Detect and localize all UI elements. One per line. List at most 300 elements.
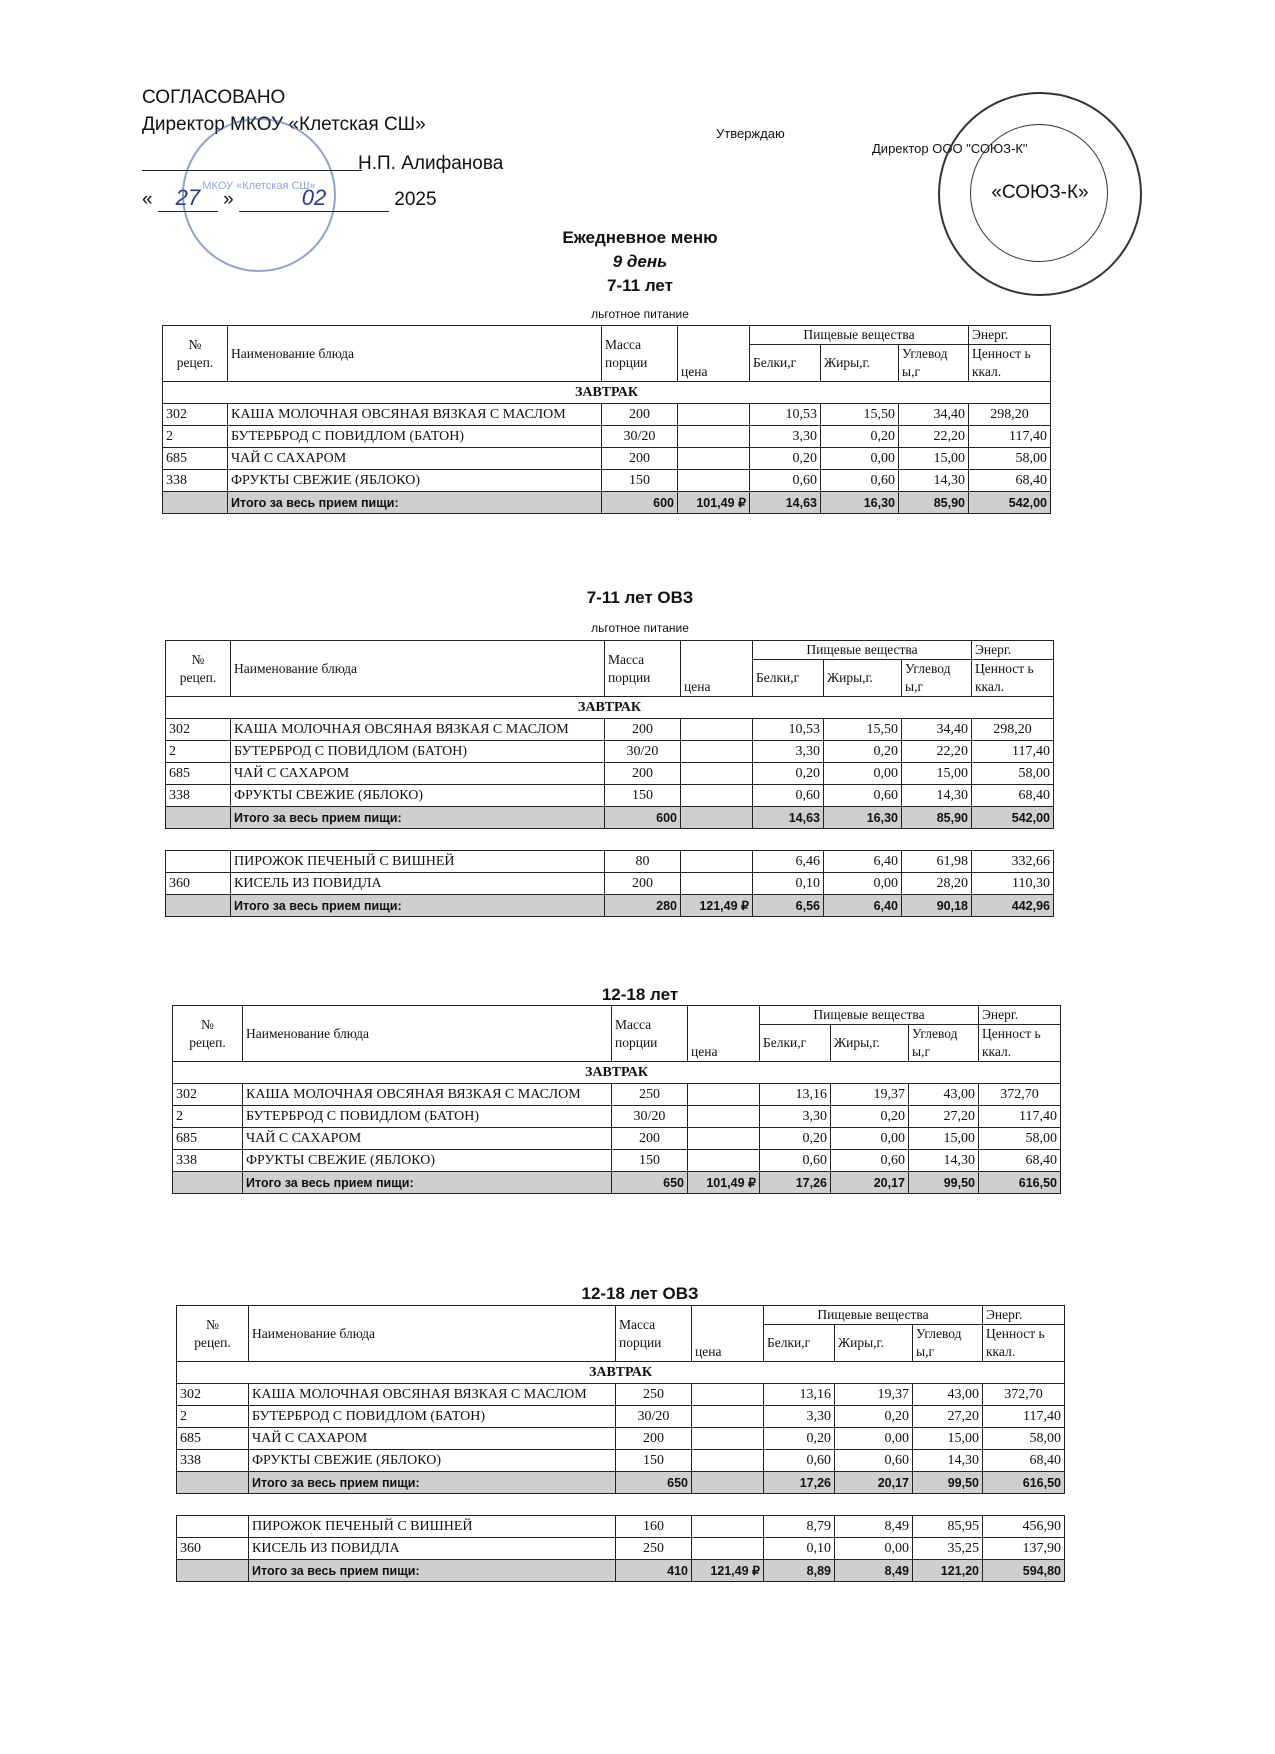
header-text: рецеп. (176, 354, 214, 370)
table-cell: 99,50 (913, 1472, 983, 1494)
table-cell: 150 (602, 470, 678, 492)
director-label: Директор МКОУ «Клетская СШ» (142, 114, 426, 135)
table-cell: 13,16 (760, 1084, 831, 1106)
total-row (177, 1472, 1065, 1494)
table-cell: 456,90 (983, 1516, 1065, 1538)
table-cell: 0,00 (831, 1128, 909, 1150)
table-cell: ФРУКТЫ СВЕЖИЕ (ЯБЛОКО) (249, 1450, 616, 1472)
agreed-label: СОГЛАСОВАНО (142, 87, 286, 108)
menu-table (176, 1305, 1065, 1582)
table-cell: 14,63 (750, 492, 821, 514)
header-text: № (206, 1316, 219, 1332)
table-cell: 15,50 (821, 404, 899, 426)
table-cell: ЧАЙ С САХАРОМ (228, 448, 602, 470)
table-cell: 15,00 (913, 1428, 983, 1450)
table-cell: 542,00 (972, 807, 1054, 829)
table-cell: 0,60 (824, 785, 902, 807)
col-energy-header: Энерг. (972, 641, 1054, 660)
table-cell: ПИРОЖОК ПЕЧЕНЫЙ С ВИШНЕЙ (231, 851, 605, 873)
table-cell (166, 895, 231, 917)
table-cell: 117,40 (969, 426, 1051, 448)
page-title: Ежедневное меню (562, 228, 718, 247)
table-cell: 250 (612, 1084, 688, 1106)
table-cell: 200 (605, 719, 681, 741)
table-cell: 90,18 (902, 895, 972, 917)
table-cell: 85,90 (899, 492, 969, 514)
table-cell: 0,60 (753, 785, 824, 807)
table-cell: 200 (605, 873, 681, 895)
table-cell: 34,40 (899, 404, 969, 426)
table-cell: 0,20 (835, 1406, 913, 1428)
col-mass-header (612, 1006, 688, 1062)
table-row (177, 1406, 1065, 1428)
table-cell: 332,66 (972, 851, 1054, 873)
header-text: № (188, 336, 202, 352)
col-energy-value-header: Ценност ь ккал. (969, 345, 1051, 382)
table-cell: 137,90 (983, 1538, 1065, 1560)
table-cell: 68,40 (979, 1150, 1061, 1172)
table-cell: 0,20 (764, 1428, 835, 1450)
table-cell: 27,20 (913, 1406, 983, 1428)
header-text: Масса (615, 1016, 652, 1032)
header-text: рецеп. (194, 1334, 231, 1350)
table-cell: 85,90 (902, 807, 972, 829)
table-cell: 3,30 (764, 1406, 835, 1428)
table-cell: 121,49 ₽ (692, 1560, 764, 1582)
table-cell: Итого за весь прием пищи: (243, 1172, 612, 1194)
table-cell: 110,30 (972, 873, 1054, 895)
table-cell: КАША МОЛОЧНАЯ ОВСЯНАЯ ВЯЗКАЯ С МАСЛОМ (243, 1084, 612, 1106)
col-num-header (163, 326, 228, 382)
table-row (166, 873, 1054, 895)
table-cell (163, 492, 228, 514)
table-cell: Итого за весь прием пищи: (231, 807, 605, 829)
company-stamp (938, 92, 1142, 296)
section-title: 7-11 лет ОВЗ (586, 588, 694, 607)
table-cell: 298,20 (972, 719, 1054, 741)
table-cell: 101,49 ₽ (688, 1172, 760, 1194)
meal-title: ЗАВТРАК (163, 382, 1051, 404)
total-row (166, 895, 1054, 917)
col-nutrients-header: Пищевые вещества (764, 1306, 983, 1325)
col-nutrients-header: Пищевые вещества (753, 641, 972, 660)
table-cell: 150 (612, 1150, 688, 1172)
table-cell: 302 (173, 1084, 243, 1106)
table-cell (681, 807, 753, 829)
table-cell (177, 1560, 249, 1582)
table-cell: 0,00 (824, 763, 902, 785)
approve-director: Директор ООО "СОЮЗ-К" (872, 141, 1028, 156)
table-cell: 0,20 (821, 426, 899, 448)
section-subtitle: льготное питание (591, 621, 689, 635)
table-cell: 0,00 (824, 873, 902, 895)
col-name-header: Наименование блюда (243, 1006, 612, 1062)
table-cell: 0,20 (750, 448, 821, 470)
approve-label: Утверждаю (716, 126, 785, 141)
table-cell: 8,79 (764, 1516, 835, 1538)
table-cell: 200 (612, 1128, 688, 1150)
table-cell: 2 (166, 741, 231, 763)
col-nutrients-header: Пищевые вещества (760, 1006, 979, 1025)
table-cell: 685 (173, 1128, 243, 1150)
table-cell: 16,30 (821, 492, 899, 514)
table-cell: 150 (616, 1450, 692, 1472)
table-cell (688, 1084, 760, 1106)
table-cell (678, 470, 750, 492)
table-cell: 0,20 (760, 1128, 831, 1150)
table-cell: 16,30 (824, 807, 902, 829)
table-cell: 30/20 (602, 426, 678, 448)
table-cell: 43,00 (909, 1084, 979, 1106)
table-cell: 121,49 ₽ (681, 895, 753, 917)
table-cell (166, 807, 231, 829)
table-cell: Итого за весь прием пищи: (249, 1472, 616, 1494)
table-cell: КАША МОЛОЧНАЯ ОВСЯНАЯ ВЯЗКАЯ С МАСЛОМ (231, 719, 605, 741)
col-protein-header: Белки,г (750, 345, 821, 382)
col-fat-header: Жиры,г. (824, 660, 902, 697)
company-stamp-text: «СОЮЗ-К» (991, 182, 1089, 203)
table-row (166, 763, 1054, 785)
table-row (166, 785, 1054, 807)
col-energy-header: Энерг. (983, 1306, 1065, 1325)
header-text: рецеп. (179, 669, 217, 685)
table-cell: 28,20 (902, 873, 972, 895)
table-cell: КАША МОЛОЧНАЯ ОВСЯНАЯ ВЯЗКАЯ С МАСЛОМ (249, 1384, 616, 1406)
col-num-header (177, 1306, 249, 1362)
school-stamp (182, 118, 336, 272)
header-text: № (191, 651, 205, 667)
table-cell: 0,60 (760, 1150, 831, 1172)
table-cell: 298,20 (969, 404, 1051, 426)
header-text: Масса (608, 651, 645, 667)
table-cell: 68,40 (972, 785, 1054, 807)
table-cell (173, 1172, 243, 1194)
table-cell: 0,60 (764, 1450, 835, 1472)
table-cell: 117,40 (983, 1406, 1065, 1428)
meal-title: ЗАВТРАК (166, 697, 1054, 719)
table-cell (692, 1384, 764, 1406)
table-cell: 0,00 (835, 1428, 913, 1450)
table-cell: 34,40 (902, 719, 972, 741)
table-cell: 0,00 (835, 1538, 913, 1560)
table-cell (692, 1472, 764, 1494)
table-cell: Итого за весь прием пищи: (228, 492, 602, 514)
table-cell: 302 (177, 1384, 249, 1406)
table-cell: Итого за весь прием пищи: (249, 1560, 616, 1582)
table-cell: 6,40 (824, 851, 902, 873)
header-text: Масса (619, 1316, 656, 1332)
table-cell: 20,17 (831, 1172, 909, 1194)
table-cell: 17,26 (764, 1472, 835, 1494)
table-row (173, 1128, 1061, 1150)
table-row (177, 1428, 1065, 1450)
total-row (163, 492, 1051, 514)
header-text: порции (619, 1334, 662, 1350)
date-month: 02 (239, 184, 389, 212)
table-row (177, 1450, 1065, 1472)
table-cell: 200 (602, 448, 678, 470)
director-name: Н.П. Алифанова (358, 153, 504, 174)
table-cell: БУТЕРБРОД С ПОВИДЛОМ (БАТОН) (249, 1406, 616, 1428)
table-row (163, 426, 1051, 448)
table-cell: 14,30 (899, 470, 969, 492)
table-cell: 3,30 (760, 1106, 831, 1128)
table-cell (177, 1516, 249, 1538)
table-cell: 61,98 (902, 851, 972, 873)
table-cell: 14,30 (902, 785, 972, 807)
table-cell: 30/20 (605, 741, 681, 763)
table-cell (692, 1538, 764, 1560)
menu-table (162, 325, 1051, 514)
table-cell: 0,10 (753, 873, 824, 895)
school-stamp-text: МКОУ «Клетская СШ» (202, 180, 316, 192)
col-name-header: Наименование блюда (228, 326, 602, 382)
table-cell: 302 (166, 719, 231, 741)
table-cell: 0,60 (831, 1150, 909, 1172)
table-cell (166, 851, 231, 873)
table-cell: 410 (616, 1560, 692, 1582)
table-cell: 616,50 (979, 1172, 1061, 1194)
col-protein-header: Белки,г (753, 660, 824, 697)
table-cell: 200 (605, 763, 681, 785)
table-cell: 2 (163, 426, 228, 448)
col-mass-header (616, 1306, 692, 1362)
header-text: порции (608, 669, 651, 685)
table-cell: 117,40 (979, 1106, 1061, 1128)
table-cell: 121,20 (913, 1560, 983, 1582)
table-cell: 8,49 (835, 1560, 913, 1582)
date-year: 2025 (394, 189, 437, 210)
table-cell (681, 741, 753, 763)
col-num-header (173, 1006, 243, 1062)
table-cell: 0,20 (831, 1106, 909, 1128)
header-text: рецеп. (189, 1034, 226, 1050)
section-subtitle: льготное питание (591, 307, 689, 321)
table-cell: 22,20 (899, 426, 969, 448)
table-cell (692, 1450, 764, 1472)
table-cell: 58,00 (983, 1428, 1065, 1450)
table-cell: 160 (616, 1516, 692, 1538)
table-row (163, 404, 1051, 426)
col-num-header (166, 641, 231, 697)
table-row (173, 1150, 1061, 1172)
table-cell: 68,40 (983, 1450, 1065, 1472)
table-cell: 0,10 (764, 1538, 835, 1560)
table-cell: 250 (616, 1538, 692, 1560)
table-cell (678, 426, 750, 448)
table-cell: 85,95 (913, 1516, 983, 1538)
table-cell: 80 (605, 851, 681, 873)
header-text: порции (605, 354, 648, 370)
table-cell (688, 1150, 760, 1172)
table-cell (692, 1428, 764, 1450)
section-title: 7-11 лет (607, 276, 673, 295)
table-cell: 3,30 (750, 426, 821, 448)
table-row (177, 1538, 1065, 1560)
table-cell: 338 (163, 470, 228, 492)
col-fat-header: Жиры,г. (831, 1025, 909, 1062)
table-cell: 14,63 (753, 807, 824, 829)
table-cell: 442,96 (972, 895, 1054, 917)
table-row (166, 719, 1054, 741)
table-cell: 600 (605, 807, 681, 829)
total-row (166, 807, 1054, 829)
meal-title: ЗАВТРАК (177, 1362, 1065, 1384)
table-cell: 68,40 (969, 470, 1051, 492)
table-cell: 99,50 (909, 1172, 979, 1194)
table-cell: 2 (173, 1106, 243, 1128)
table-cell: 200 (602, 404, 678, 426)
table-cell (681, 873, 753, 895)
col-nutrients-header: Пищевые вещества (750, 326, 969, 345)
table-cell: 19,37 (835, 1384, 913, 1406)
table-cell: ФРУКТЫ СВЕЖИЕ (ЯБЛОКО) (231, 785, 605, 807)
table-cell: 35,25 (913, 1538, 983, 1560)
table-cell: 27,20 (909, 1106, 979, 1128)
table-cell: 6,46 (753, 851, 824, 873)
table-cell: 0,00 (821, 448, 899, 470)
section-title: 12-18 лет ОВЗ (581, 1284, 699, 1303)
table-cell (678, 404, 750, 426)
table-cell: 15,00 (899, 448, 969, 470)
table-cell (688, 1128, 760, 1150)
table-cell (688, 1106, 760, 1128)
header-text: № (201, 1016, 214, 1032)
table-cell: 6,40 (824, 895, 902, 917)
table-row (173, 1084, 1061, 1106)
total-row (177, 1560, 1065, 1582)
table-cell: ЧАЙ С САХАРОМ (231, 763, 605, 785)
table-cell: 6,56 (753, 895, 824, 917)
col-energy-header: Энерг. (969, 326, 1051, 345)
table-cell: 338 (177, 1450, 249, 1472)
col-protein-header: Белки,г (760, 1025, 831, 1062)
table-cell: 10,53 (753, 719, 824, 741)
table-cell: 30/20 (612, 1106, 688, 1128)
table-cell: 20,17 (835, 1472, 913, 1494)
header-text: порции (615, 1034, 658, 1050)
table-cell: БУТЕРБРОД С ПОВИДЛОМ (БАТОН) (228, 426, 602, 448)
col-mass-header (602, 326, 678, 382)
date-close-quote: » (223, 189, 234, 210)
col-carb-header: Углевод ы,г (902, 660, 972, 697)
table-cell: 17,26 (760, 1172, 831, 1194)
table-cell: 58,00 (979, 1128, 1061, 1150)
table-cell: 542,00 (969, 492, 1051, 514)
table-cell (166, 829, 1054, 851)
table-cell: 338 (166, 785, 231, 807)
table-cell: 372,70 (983, 1384, 1065, 1406)
table-cell: 2 (177, 1406, 249, 1428)
col-fat-header: Жиры,г. (821, 345, 899, 382)
col-price-header: цена (678, 326, 750, 382)
table-cell: БУТЕРБРОД С ПОВИДЛОМ (БАТОН) (243, 1106, 612, 1128)
table-row (177, 1384, 1065, 1406)
table-cell: 3,30 (753, 741, 824, 763)
table-cell: КИСЕЛЬ ИЗ ПОВИДЛА (231, 873, 605, 895)
table-cell: 338 (173, 1150, 243, 1172)
table-cell: 10,53 (750, 404, 821, 426)
table-cell: 19,37 (831, 1084, 909, 1106)
table-cell: 650 (612, 1172, 688, 1194)
table-cell: ПИРОЖОК ПЕЧЕНЫЙ С ВИШНЕЙ (249, 1516, 616, 1538)
table-cell: 15,00 (902, 763, 972, 785)
table-cell (681, 763, 753, 785)
table-cell: 200 (616, 1428, 692, 1450)
table-cell: БУТЕРБРОД С ПОВИДЛОМ (БАТОН) (231, 741, 605, 763)
table-cell: 22,20 (902, 741, 972, 763)
table-cell (681, 851, 753, 873)
col-carb-header: Углевод ы,г (913, 1325, 983, 1362)
section-title: 12-18 лет (601, 985, 679, 1004)
col-price-header: цена (681, 641, 753, 697)
table-cell: 0,60 (835, 1450, 913, 1472)
table-cell: 30/20 (616, 1406, 692, 1428)
table-cell: КИСЕЛЬ ИЗ ПОВИДЛА (249, 1538, 616, 1560)
table-cell: 43,00 (913, 1384, 983, 1406)
table-cell: 685 (177, 1428, 249, 1450)
col-carb-header: Углевод ы,г (909, 1025, 979, 1062)
table-row (173, 1106, 1061, 1128)
table-cell (692, 1516, 764, 1538)
date-day: 27 (158, 184, 218, 212)
table-cell: 600 (602, 492, 678, 514)
menu-table (172, 1005, 1061, 1194)
table-cell: 14,30 (913, 1450, 983, 1472)
table-cell: ФРУКТЫ СВЕЖИЕ (ЯБЛОКО) (243, 1150, 612, 1172)
table-cell: 150 (605, 785, 681, 807)
col-protein-header: Белки,г (764, 1325, 835, 1362)
table-cell: 58,00 (969, 448, 1051, 470)
table-row (163, 448, 1051, 470)
col-energy-value-header: Ценност ь ккал. (983, 1325, 1065, 1362)
table-cell (678, 448, 750, 470)
table-cell: 0,20 (753, 763, 824, 785)
table-cell: 685 (166, 763, 231, 785)
table-cell (692, 1406, 764, 1428)
col-price-header: цена (688, 1006, 760, 1062)
table-cell (177, 1494, 1065, 1516)
col-name-header: Наименование блюда (231, 641, 605, 697)
table-cell: 0,60 (750, 470, 821, 492)
table-cell: ЧАЙ С САХАРОМ (243, 1128, 612, 1150)
table-cell: 8,49 (835, 1516, 913, 1538)
table-cell: 15,00 (909, 1128, 979, 1150)
table-cell: 302 (163, 404, 228, 426)
table-row (166, 741, 1054, 763)
col-name-header: Наименование блюда (249, 1306, 616, 1362)
table-cell: 616,50 (983, 1472, 1065, 1494)
table-cell: 250 (616, 1384, 692, 1406)
table-cell: ФРУКТЫ СВЕЖИЕ (ЯБЛОКО) (228, 470, 602, 492)
table-row (166, 851, 1054, 873)
table-cell: Итого за весь прием пищи: (231, 895, 605, 917)
header-text: Масса (605, 336, 642, 352)
col-energy-value-header: Ценност ь ккал. (972, 660, 1054, 697)
table-cell: 685 (163, 448, 228, 470)
col-price-header: цена (692, 1306, 764, 1362)
table-cell: 360 (177, 1538, 249, 1560)
table-cell: 15,50 (824, 719, 902, 741)
table-cell: 594,80 (983, 1560, 1065, 1582)
table-cell (681, 785, 753, 807)
day-title: 9 день (612, 252, 668, 271)
table-cell (681, 719, 753, 741)
table-cell: 372,70 (979, 1084, 1061, 1106)
table-cell: 117,40 (972, 741, 1054, 763)
col-mass-header (605, 641, 681, 697)
table-cell: ЧАЙ С САХАРОМ (249, 1428, 616, 1450)
